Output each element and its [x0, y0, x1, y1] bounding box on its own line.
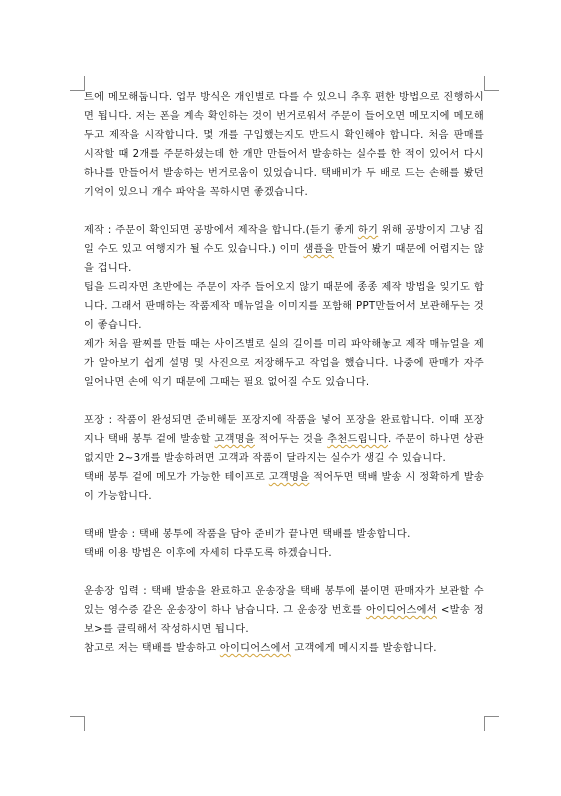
paragraph-spacer	[84, 392, 484, 411]
paragraph-shipping-1: 택배 발송 : 택배 봉투에 작품을 담아 준비가 끝나면 택배를 발송합니다.	[84, 529, 411, 540]
spellcheck-flagged-word: 아이디어스에서	[365, 605, 437, 616]
paragraph-invoice-1: 운송장 입력 : 택배 발송을 완료하고 운송장을 택배 봉투에 붙이면 판매자가 보관할 수 있는 영수증 같은 운송장이 하나 남습니다. 그 운송장 번호를 아이디어스에서 <발송 정보>를 클릭해서 작성하시면 됩니다.	[84, 586, 484, 635]
spellcheck-flagged-word: 하기	[357, 225, 379, 236]
spellcheck-flagged-word: 아이디어스에서	[219, 643, 291, 654]
crop-mark-top-left	[70, 76, 85, 91]
paragraph-shipping-2: 택배 이용 방법은 이후에 자세히 다루도록 하겠습니다.	[84, 548, 332, 559]
document-body[interactable]	[84, 88, 484, 658]
paragraph-order-check: 트에 메모해둡니다. 업무 방식은 개인별로 다를 수 있으니 추후 편한 방법으로 진행하시면 됩니다. 저는 폰을 계속 확인하는 것이 번거로워서 주문이 들어오면 메모지에 메모해두고 제작을 시작합니다. 몇 개를 구입했는지도 반드시 확인해야 합니다. 처음 판매를 시작할 때 2개를 주문하셨는데 한 개만 만들어서 발송하는 실수를 한 적이 있어서 다시 하나를 만들어서 발송하는 번거로움이 있었습니다. 택배비가 두 배로 드는 손해를 봤던 기억이 있으니 개수 파악을 꼭하시면 좋겠습니다.	[84, 92, 484, 198]
paragraph-packing-1: 포장 : 작품이 완성되면 준비해둔 포장지에 작품을 넣어 포장을 완료합니다. 이때 포장지나 택배 봉투 겉에 발송할 고객명을 적어두는 것을 추천드립니다. 주문이 하나면 상관없지만 2~3개를 발송하려면 고객과 작품이 달라지는 실수가 생길 수 있습니다.	[84, 415, 485, 464]
paragraph-spacer	[84, 563, 484, 582]
paragraph-production-3: 제가 처음 팔찌를 만들 때는 사이즈별로 실의 길이를 미리 파악해놓고 제작 매뉴얼을 제가 알아보기 쉽게 설명 및 사진으로 저장해두고 작업을 했습니다. 나중에 판매가 자주 일어나면 손에 익기 때문에 그때는 필요 없어질 수도 있습니다.	[84, 339, 484, 388]
paragraph-invoice-2: 참고로 저는 택배를 발송하고 아이디어스에서 고객에게 메시지를 발송합니다.	[84, 643, 437, 654]
spellcheck-flagged-word: 고객명을	[214, 434, 255, 445]
spellcheck-flagged-word: 고객명을	[268, 472, 310, 483]
paragraph-spacer	[84, 506, 484, 525]
paragraph-production-2: 팁을 드리자면 초반에는 주문이 자주 들어오지 않기 때문에 종종 제작 방법을 잊기도 합니다. 그래서 판매하는 작품제작 매뉴얼을 이미지를 포함해 PPT만들어서 보관해두는 것이 좋습니다.	[84, 282, 484, 331]
crop-mark-bottom-left	[70, 716, 85, 731]
crop-mark-top-right	[484, 76, 499, 91]
spellcheck-flagged-word: 추천드립니다	[327, 434, 389, 445]
paragraph-production-1: 제작 : 주문이 확인되면 공방에서 제작을 합니다.(듣기 좋게 하기 위해 공방이지 그냥 집일 수도 있고 여행지가 될 수도 있습니다.) 이미 샘플을 만들어 봤기 때문에 어렵지는 않을 겁니다.	[84, 225, 484, 274]
spellcheck-flagged-word: 샘플을	[303, 244, 334, 255]
crop-mark-bottom-right	[484, 716, 499, 731]
paragraph-spacer	[84, 202, 484, 221]
paragraph-packing-2: 택배 봉투 겉에 메모가 가능한 테이프로 고객명을 적어두면 택배 발송 시 정확하게 발송이 가능합니다.	[84, 472, 484, 502]
